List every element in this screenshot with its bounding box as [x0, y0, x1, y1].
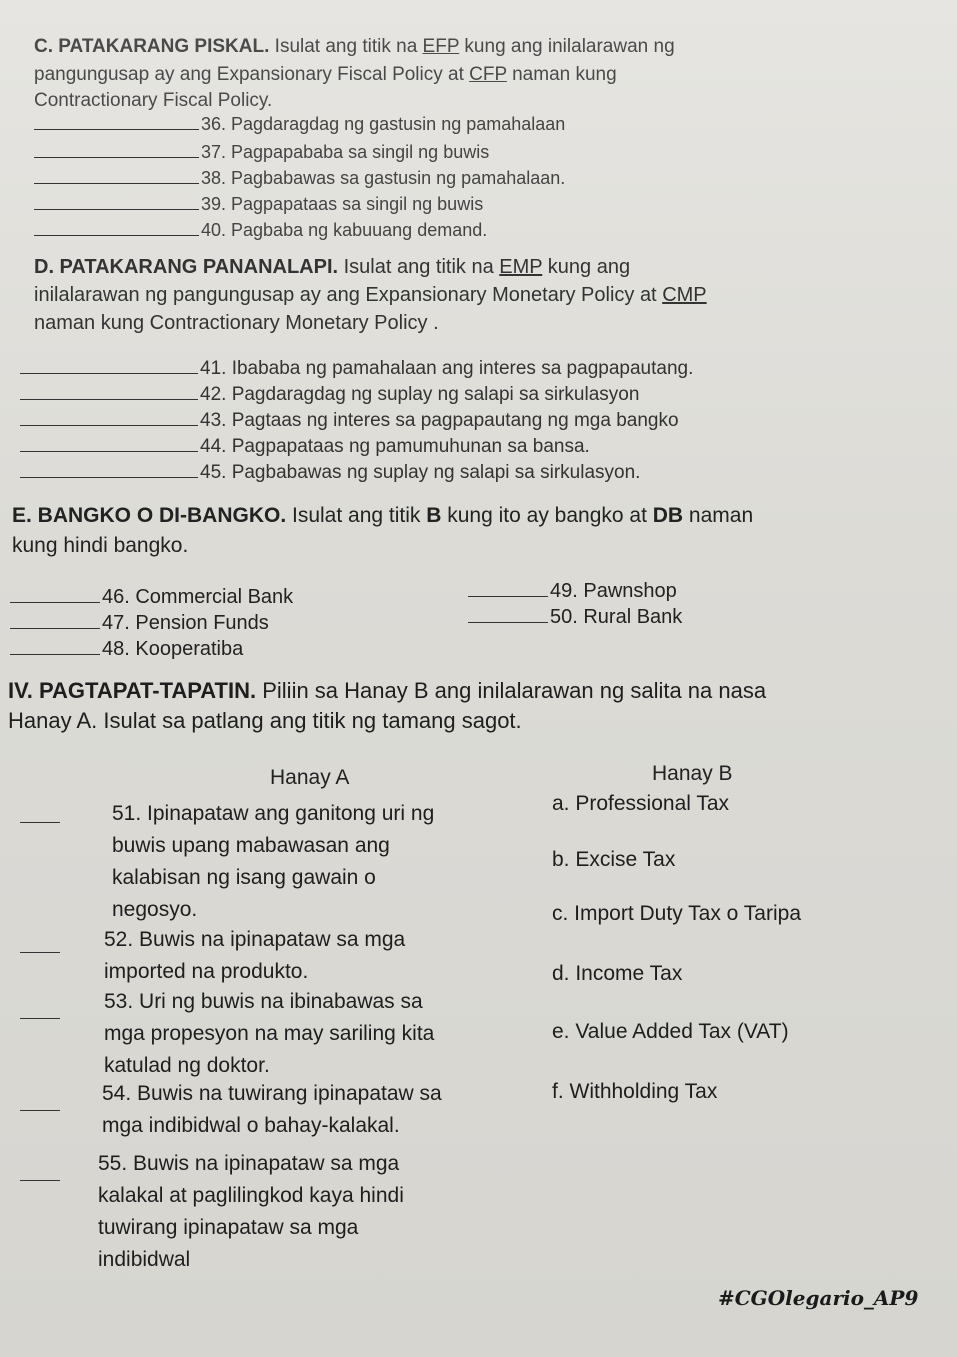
answer-blank[interactable]	[10, 602, 100, 603]
question-45	[20, 462, 640, 484]
question-text: 36. Pagdaragdag ng gastusin ng pamahalaan	[201, 114, 566, 134]
item-line: imported na produkto.	[104, 960, 309, 983]
question-44	[20, 436, 590, 458]
hanay-a-item-52	[104, 924, 405, 988]
hanay-b-option-f: f. Withholding Tax	[552, 1080, 718, 1103]
item-line: 51. Ipinapataw ang ganitong uri ng	[112, 802, 435, 825]
section-c-text: pangungusap ay ang Expansionary Fiscal Policy at	[34, 64, 470, 85]
item-line: tuwirang ipinapataw sa mga	[98, 1216, 359, 1239]
hanay-b-option-e: e. Value Added Tax (VAT)	[552, 1020, 789, 1043]
answer-blank[interactable]	[20, 399, 198, 400]
question-text: 43. Pagtaas ng interes sa pagpapautang ng mga bangko	[200, 410, 679, 431]
section-e-heading: E. BANGKO O DI-BANGKO.	[12, 504, 287, 527]
item-line: kalakal at paglilingkod kaya hindi	[98, 1184, 404, 1207]
code-efp: EFP	[422, 36, 460, 57]
section-e-line2: kung hindi bangko.	[12, 534, 189, 557]
hanay-b-title: Hanay B	[652, 762, 733, 785]
item-line: mga propesyon na may sariling kita	[104, 1022, 435, 1045]
item-line: 52. Buwis na ipinapataw sa mga	[104, 928, 406, 951]
answer-blank[interactable]	[34, 209, 199, 210]
code-b: B	[426, 504, 442, 527]
question-39	[34, 194, 483, 215]
author-hashtag: #CGOlegario_AP9	[718, 1286, 919, 1310]
item-line: katulad ng doktor.	[104, 1054, 270, 1077]
answer-blank[interactable]	[468, 596, 548, 597]
item-line: mga indibidwal o bahay-kalakal.	[102, 1114, 400, 1137]
answer-blank[interactable]	[34, 157, 199, 158]
answer-blank[interactable]	[20, 425, 198, 426]
question-43	[20, 410, 679, 432]
hanay-b-option-d: d. Income Tax	[552, 962, 683, 985]
question-40	[34, 220, 487, 241]
item-line: buwis upang mabawasan ang	[112, 834, 390, 857]
answer-blank-52[interactable]	[20, 952, 60, 953]
section-d-instruction: Isulat ang titik na	[338, 256, 500, 278]
question-50	[468, 606, 682, 629]
question-49	[468, 580, 677, 603]
question-text: 47. Pension Funds	[102, 612, 269, 634]
section-d-heading-line	[34, 256, 630, 279]
section-d-text: inilalarawan ng pangungusap ay ang Expansionary Monetary Policy at	[34, 284, 663, 306]
answer-blank-53[interactable]	[20, 1018, 60, 1019]
item-line: 54. Buwis na tuwirang ipinapataw sa	[102, 1082, 442, 1105]
section-d-line2	[34, 284, 707, 307]
hanay-b-option-c: c. Import Duty Tax o Taripa	[552, 902, 801, 925]
section-c-instruction-cont: kung ang inilalarawan ng	[459, 36, 675, 57]
question-36	[34, 114, 565, 135]
answer-blank[interactable]	[20, 451, 198, 452]
hanay-b-option-a: a. Professional Tax	[552, 792, 730, 815]
question-37	[34, 142, 489, 163]
answer-blank[interactable]	[10, 654, 100, 655]
question-text: 48. Kooperatiba	[102, 638, 244, 660]
question-text: 37. Pagpapababa sa singil ng buwis	[201, 142, 490, 162]
question-42	[20, 384, 639, 406]
answer-blank[interactable]	[468, 622, 548, 623]
question-text: 38. Pagbabawas sa gastusin ng pamahalaan.	[201, 168, 566, 188]
section-c-instruction: Isulat ang titik na	[274, 36, 423, 57]
code-emp: EMP	[499, 256, 543, 278]
section-e-heading-line	[12, 504, 753, 528]
item-line: indibidwal	[98, 1248, 191, 1271]
section-d-line3: naman kung Contractionary Monetary Policy .	[34, 312, 439, 334]
answer-blank-51[interactable]	[20, 822, 60, 823]
hanay-a-item-53	[104, 986, 434, 1082]
answer-blank[interactable]	[10, 628, 100, 629]
answer-blank[interactable]	[34, 235, 199, 236]
section-c-line2	[34, 64, 617, 86]
item-line: 53. Uri ng buwis na ibinabawas sa	[104, 990, 423, 1013]
section-e-instruction: Isulat ang titik	[286, 504, 427, 527]
hanay-b-option-b: b. Excise Tax	[552, 848, 676, 871]
answer-blank-55[interactable]	[20, 1180, 60, 1181]
item-line: negosyo.	[112, 898, 198, 921]
hanay-a-item-54	[102, 1078, 442, 1142]
section-e-instruction-end: naman	[683, 504, 754, 527]
question-41	[20, 358, 693, 380]
section-d-instruction-cont: kung ang	[542, 256, 631, 278]
item-line: kalabisan ng isang gawain o	[112, 866, 376, 889]
question-text: 45. Pagbabawas ng suplay ng salapi sa sirkulasyon.	[200, 462, 641, 483]
question-text: 41. Ibababa ng pamahalaan ang interes sa pagpapautang.	[200, 358, 694, 379]
section-iv-heading-line	[8, 678, 766, 704]
question-text: 42. Pagdaragdag ng suplay ng salapi sa sirkulasyon	[200, 384, 640, 405]
question-47	[10, 612, 269, 635]
question-text: 46. Commercial Bank	[102, 586, 294, 608]
section-d-heading: D. PATAKARANG PANANALAPI.	[34, 256, 339, 278]
section-iv-line2: Hanay A. Isulat sa patlang ang titik ng tamang sagot.	[8, 708, 522, 733]
hanay-a-title: Hanay A	[270, 766, 350, 789]
section-iv-instruction: Piliin sa Hanay B ang inilalarawan ng salita na nasa	[256, 678, 767, 703]
section-c-heading-line	[34, 36, 675, 58]
section-c-line3: Contractionary Fiscal Policy.	[34, 90, 273, 111]
code-cfp: CFP	[469, 64, 507, 85]
answer-blank[interactable]	[20, 373, 198, 374]
section-e-instruction-cont: kung ito ay bangko at	[441, 504, 653, 527]
question-text: 39. Pagpapataas sa singil ng buwis	[201, 194, 484, 214]
section-c-text-cont: naman kung	[506, 64, 617, 85]
answer-blank[interactable]	[34, 129, 199, 130]
question-38	[34, 168, 565, 189]
question-46	[10, 586, 293, 609]
answer-blank[interactable]	[20, 477, 198, 478]
code-cmp: CMP	[662, 284, 707, 306]
question-text: 44. Pagpapataas ng pamumuhunan sa bansa.	[200, 436, 590, 457]
question-text: 50. Rural Bank	[550, 606, 683, 628]
answer-blank[interactable]	[34, 183, 199, 184]
item-line: 55. Buwis na ipinapataw sa mga	[98, 1152, 400, 1175]
answer-blank-54[interactable]	[20, 1110, 60, 1111]
code-db: DB	[652, 504, 684, 527]
question-48	[10, 638, 243, 661]
section-c-heading: C. PATAKARANG PISKAL.	[34, 36, 270, 57]
question-text: 40. Pagbaba ng kabuuang demand.	[201, 220, 488, 240]
hanay-a-item-55	[98, 1148, 404, 1276]
question-text: 49. Pawnshop	[550, 580, 677, 602]
section-iv-heading: IV. PAGTAPAT-TAPATIN.	[8, 678, 257, 703]
hanay-a-item-51	[112, 798, 434, 926]
